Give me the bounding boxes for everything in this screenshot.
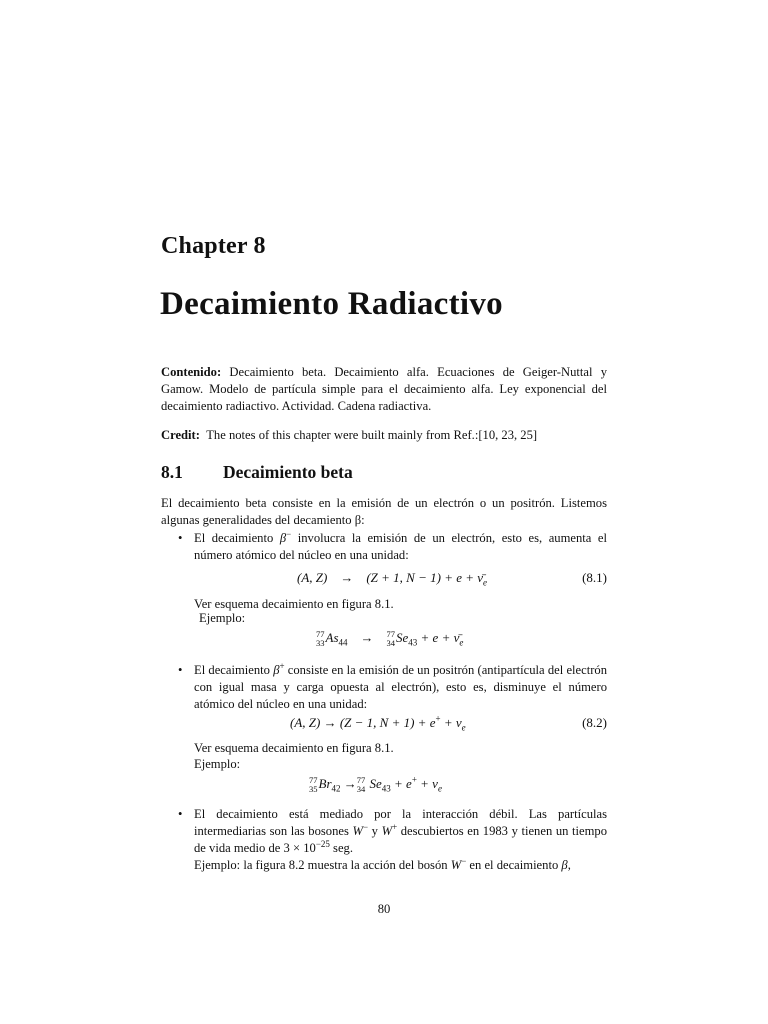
- example-label: Ejemplo:: [194, 757, 241, 771]
- bullet-text: El decaimiento β− involucra la emisión de un electrón, esto es, aumenta el número atómico del núcleo en una unidad:: [194, 528, 607, 562]
- section-number: 8.1: [161, 462, 183, 482]
- bullet-beta-plus: [178, 662, 607, 713]
- bullet-beta-minus: [178, 530, 607, 564]
- section-intro: El decaimiento beta consiste en la emisión de un electrón o un positrón. Listemos algunas generalidades del decamiento β:: [161, 496, 607, 527]
- contenido-paragraph: [161, 364, 607, 415]
- figure-reference: Ver esquema decaimiento en figura 8.1.: [194, 741, 394, 755]
- section-heading: [161, 462, 353, 483]
- section-title: Decaimiento beta: [223, 462, 353, 482]
- equation-number: (8.2): [582, 715, 607, 730]
- page-number: 80: [377, 902, 391, 916]
- bullet-dot: •: [178, 807, 183, 821]
- equation-number: (8.1): [582, 570, 607, 585]
- example-equation: 77 33 $As_{44}$ → 77 34 $Se_{43} + e$ + $\nū_e$: [316, 629, 464, 649]
- credit-text: The notes of this chapter were built mainly from Ref.:[10, 23, 25]: [206, 428, 538, 442]
- bullet-dot: •: [178, 663, 183, 677]
- bullet-text: El decaimiento está mediado por la interacción débil. Las partículas intermediarias son las bosones W− y W+ descubiertos en 1983 y tienen un tiempo de vida medio de $3 \times 10^{-25}$ seg. Ejemplo: la figura 8.2 muestra la acción del bosón W− en el decaimiento β,: [194, 807, 608, 872]
- chapter-title: Decaimiento Radiactivo: [160, 286, 503, 322]
- bullet-dot: •: [178, 531, 183, 545]
- credit-label: Credit:: [161, 428, 200, 442]
- credit-paragraph: [161, 427, 607, 444]
- chapter-label: Chapter 8: [161, 233, 266, 259]
- figure-reference: Ver esquema decaimiento en figura 8.1.: [194, 597, 394, 611]
- contenido-text: Decaimiento beta. Decaimiento alfa. Ecuaciones de Geiger-Nuttal y Gamow. Modelo de partícula simple para el decaimiento alfa. Ley exponencial del decaimiento radiactivo. Actividad. Cadena radiactiva.: [161, 365, 608, 413]
- bullet-weak-interaction: [178, 806, 607, 874]
- equation-8-2: (A, Z) → (Z − 1, $N + 1) + e^+ + \nu_e$: [290, 713, 466, 733]
- contenido-label: Contenido:: [161, 365, 222, 379]
- equation-8-1: (A, Z) → (Z + 1, $N - 1) + e + \nū_e$: [297, 570, 488, 588]
- bullet-text: El decaimiento β+ consiste en la emisión de un positrón (antipartícula del electrón con igual masa y carga opuesta al electrón), esto es, disminuye el número atómico del núcleo en una unidad:: [194, 660, 608, 711]
- example-label: Ejemplo:: [199, 611, 246, 625]
- example-equation: 77 35 $Br_{42}$ → 77 34 $Se_{43} + e^+ + \nu_e$: [309, 774, 442, 795]
